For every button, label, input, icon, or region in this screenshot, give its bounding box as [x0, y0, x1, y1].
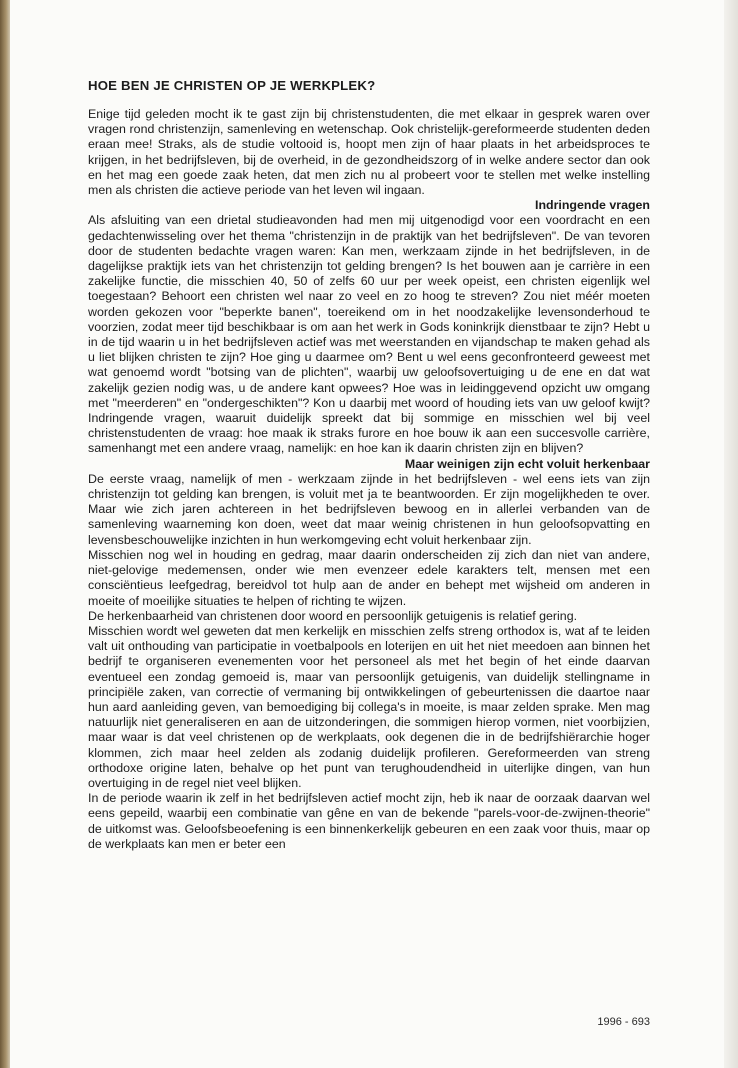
- binding-spine: [0, 0, 10, 1068]
- paragraph-intro: Enige tijd geleden mocht ik te gast zijn bij christenstudenten, die met elkaar in gesprek waren over vragen rond christenzijn, samenleving en wetenschap. Ook christelijk-gereformeerde studenten deden eraan mee! Straks, als de studie voltooid is, hoopt men zijn of haar plaats in het arbeidsproces te krijgen, in het bedrijfsleven, bij de overheid, in de gezondheidszorg of in welke andere sector dan ook en het mag een goede zaak heten, dat men zich nu al probeert voor te stellen met welke instelling men als christen die actieve periode van het leven wil ingaan.: [88, 107, 650, 198]
- paragraph-periode: In de periode waarin ik zelf in het bedrijfsleven actief mocht zijn, heb ik naar de oorzaak daarvan wel eens gepeild, waarbij een combinatie van gêne en van de bekende "parels-voor-de-zwijnen-theorie" de uitkomst was. Geloofsbeoefening is een binnenkerkelijk gebeuren en een zaak voor thuis, maar op de werkplaats kan men er beter een: [88, 791, 650, 851]
- paragraph-orthodox: Misschien wordt wel geweten dat men kerkelijk en misschien zelfs streng orthodox is, wat af te leiden valt uit onthouding van participatie in voetbalpools en loterijen en uit het niet meedoen aan binnen het bedrijf te organiseren evenementen voor het personeel als met het begin of het einde daarvan eventueel een zondag gemoeid is, maar van persoonlijk getuigenis, van duidelijk stellingname in principiële zaken, van correctie of vermaning bij ontwikkelingen of gebeurtenissen die daartoe naar hun aard aanleiding geven, van bemoediging bij collega's in moeite, is maar zelden sprake. Men mag natuurlijk niet generaliseren en aan de uitzonderingen, die sommigen hierop vormen, niet voorbijzien, maar waar is dat veel christenen op de werkplaats, ook degenen die in de bedrijfshiërarchie hoger klommen, zich maar heel zelden als zodanig duidelijk profileren. Gereformeerden van streng orthodoxe origine laten, behalve op het punt van terughoudendheid in uiterlijke dingen, van hun overtuiging in de regel niet veel blijken.: [88, 623, 650, 790]
- page-edge: [724, 0, 738, 1068]
- page-number: 1996 - 693: [597, 1016, 650, 1028]
- subheading-herkenbaar: Maar weinigen zijn echt voluit herkenbaar: [404, 456, 650, 471]
- paragraph-houding: Misschien nog wel in houding en gedrag, maar daarin onderscheiden zij zich dan niet van andere, niet-gelovige medemensen, onder wie men evenzeer edele karakters telt, mensen met een consciëntieus leefgedrag, bereidvol tot hulp aan de ander en behept met wijsheid om anderen in moeite of moeilijke situaties te helpen of richting te wijzen.: [88, 547, 650, 608]
- paragraph-questions: Als afsluiting van een drietal studieavonden had men mij uitgenodigd voor een voordracht en een gedachtenwisseling over het thema "christenzijn in de praktijk van het bedrijfsleven". De van tevoren door de studenten bedachte vragen waren: Kan men, werkzaam zijnde in het bedrijfsleven, in de dagelijkse praktijk iets van het christenzijn tot gelding brengen? Is het bouwen aan je carrière in een zakelijke functie, die misschien 40, 50 of zelfs 60 uur per week opeist, een christen eigenlijk wel toegestaan? Behoort een christen wel naar zo veel en zo hoog te streven? Zou niet méér moeten worden gekozen voor "beperkte banen", toereikend om in het noodzakelijke levensonderhoud te voorzien, zodat meer tijd beschikbaar is om aan het werk in Gods koninkrijk dienstbaar te zijn? Hebt u in de tijd waarin u in het bedrijfsleven actief was met weerstanden en vijandschap te maken gehad als u liet blijken christen te zijn? Hoe ging u daarmee om? Bent u wel eens geconfronteerd geweest met wat genoemd wordt "botsing van de plichten", waarbij uw geloofsovertuiging u de ene en dat wat zakelijk gezien nodig was, u de andere kant opwees? Hoe was in leidinggevend opzicht uw omgang met "meerderen" en "ondergeschikten"? Kon u daarbij met woord of houding iets van uw geloof kwijt? Indringende vragen, waaruit duidelijk spreekt dat bij sommige en misschien wel bij veel christenstudenten de vraag: hoe maak ik straks furore en hoe bouw ik aan een succesvolle carrière, samenhangt met een andere vraag, namelijk: en hoe kan ik daarin christen zijn en blijven?: [88, 213, 650, 456]
- paragraph-herkenbaarheid: De herkenbaarheid van christenen door woord en persoonlijk getuigenis is relatief gering.: [88, 608, 578, 623]
- subheading-indringende-vragen: Indringende vragen: [535, 198, 650, 213]
- page-title: HOE BEN JE CHRISTEN OP JE WERKPLEK?: [88, 78, 376, 93]
- paragraph-first-question: De eerste vraag, namelijk of men - werkzaam zijnde in het bedrijfsleven - wel eens iets van zijn christenzijn tot gelding kan brengen, is voluit met ja te beantwoorden. Er zijn mogelijkheden te over. Maar wie zich jaren achtereen in het bedrijfsleven bewoog en in allerlei verbanden van de samenleving waarneming kon doen, weet dat maar weinig christenen in hun geloofsopvatting en levensbeschouwelijke inzichten in hun werkomgeving echt voluit herkenbaar zijn.: [88, 471, 650, 547]
- article: [88, 78, 650, 852]
